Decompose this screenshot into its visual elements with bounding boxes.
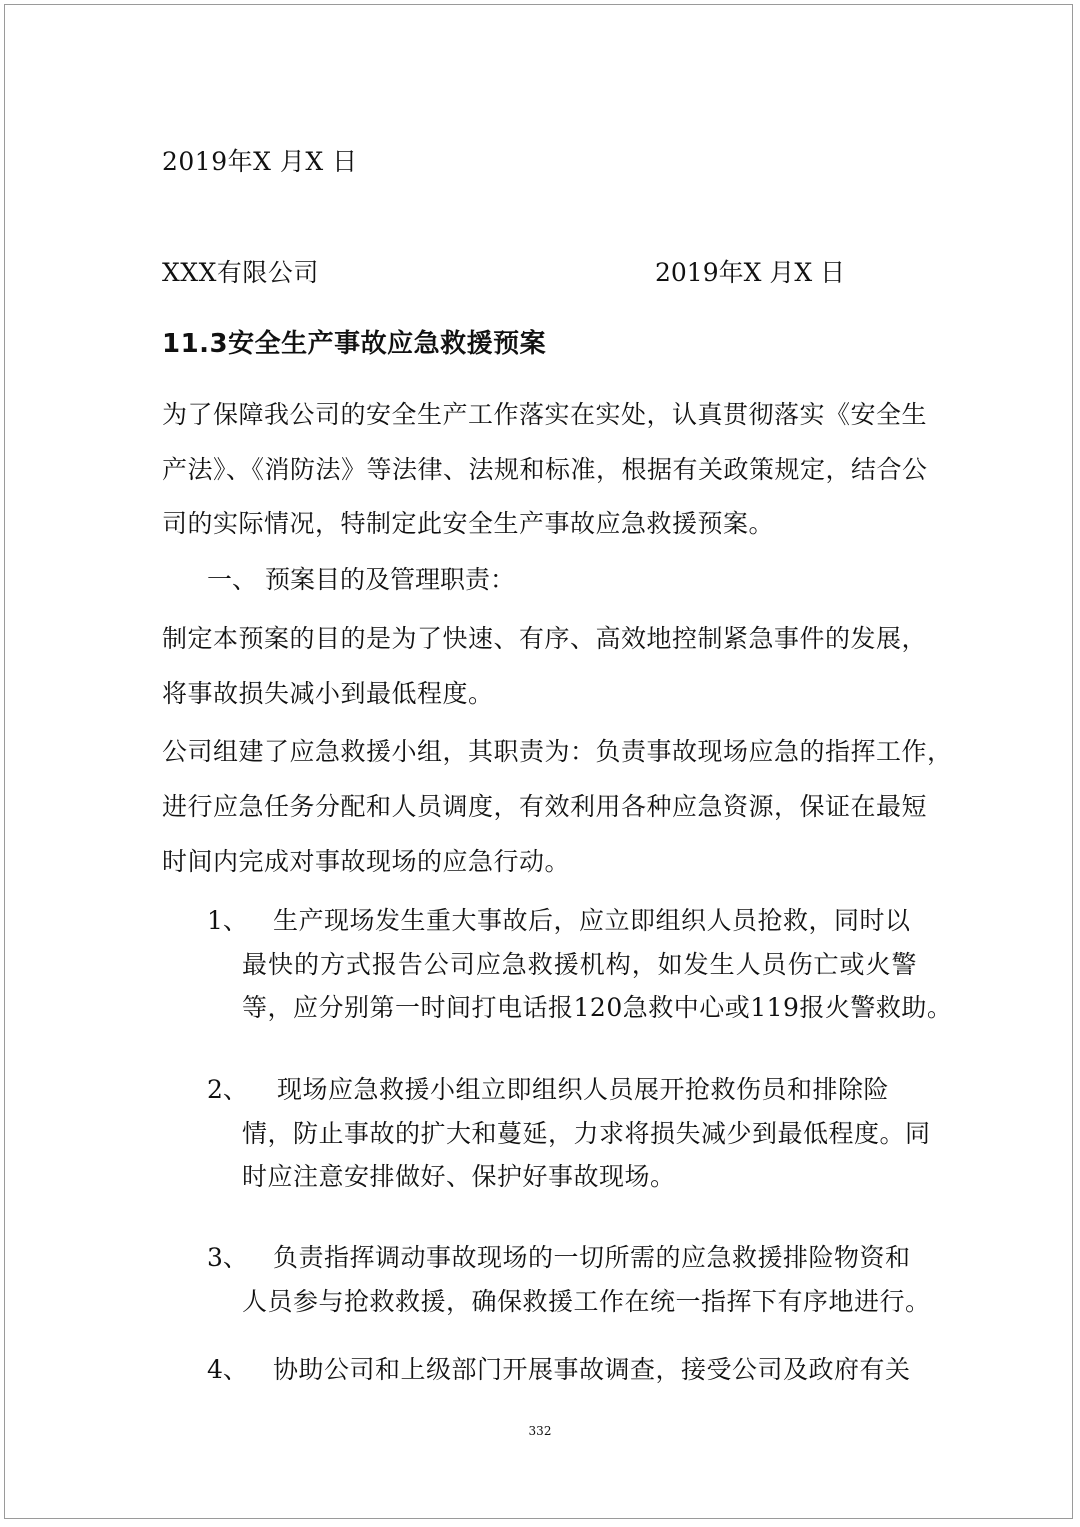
company-name: XXX有限公司: [162, 258, 319, 287]
item-line: 最快的方式报告公司应急救援机构，如发生人员伤亡或火警: [242, 950, 917, 979]
duty-line: 时间内完成对事故现场的应急行动。: [162, 847, 571, 876]
item-number: 1、: [207, 906, 248, 935]
part-heading: 一、 预案目的及管理职责：: [207, 565, 515, 594]
item-line: 等，应分别第一时间打电话报120急救中心或119报火警救助。: [242, 993, 953, 1022]
top-date: 2019年X 月X 日: [162, 147, 358, 176]
intro-line: 司的实际情况，特制定此安全生产事故应急救援预案。: [162, 509, 775, 538]
duty-line: 公司组建了应急救援小组，其职责为：负责事故现场应急的指挥工作，: [162, 737, 953, 766]
item-line: 人员参与抢救救援，确保救援工作在统一指挥下有序地进行。: [242, 1287, 931, 1316]
page-number: 332: [528, 1424, 552, 1438]
purpose-line: 将事故损失减小到最低程度。: [162, 679, 494, 708]
signature-date: 2019年X 月X 日: [655, 258, 846, 287]
section-title: 11.3安全生产事故应急救援预案: [162, 329, 547, 359]
item-line: 时应注意安排做好、保护好事故现场。: [242, 1162, 676, 1191]
item-line: 现场应急救援小组立即组织人员展开抢救伤员和排除险: [277, 1075, 890, 1104]
duty-line: 进行应急任务分配和人员调度，有效利用各种应急资源，保证在最短: [162, 792, 928, 821]
item-line: 负责指挥调动事故现场的一切所需的应急救援排险物资和: [273, 1243, 911, 1272]
item-line: 生产现场发生重大事故后，应立即组织人员抢救，同时以: [273, 906, 911, 935]
item-number: 4、: [207, 1355, 248, 1384]
intro-line: 产法》、《消防法》等法律、法规和标准，根据有关政策规定，结合公: [162, 455, 928, 484]
item-line: 情，防止事故的扩大和蔓延，力求将损失减少到最低程度。同: [242, 1119, 931, 1148]
item-number: 3、: [207, 1243, 248, 1272]
item-number: 2、: [207, 1075, 248, 1104]
item-line: 协助公司和上级部门开展事故调查，接受公司及政府有关: [273, 1355, 911, 1384]
intro-line: 为了保障我公司的安全生产工作落实在实处，认真贯彻落实《安全生: [162, 400, 928, 429]
purpose-line: 制定本预案的目的是为了快速、有序、高效地控制紧急事件的发展，: [162, 624, 928, 653]
